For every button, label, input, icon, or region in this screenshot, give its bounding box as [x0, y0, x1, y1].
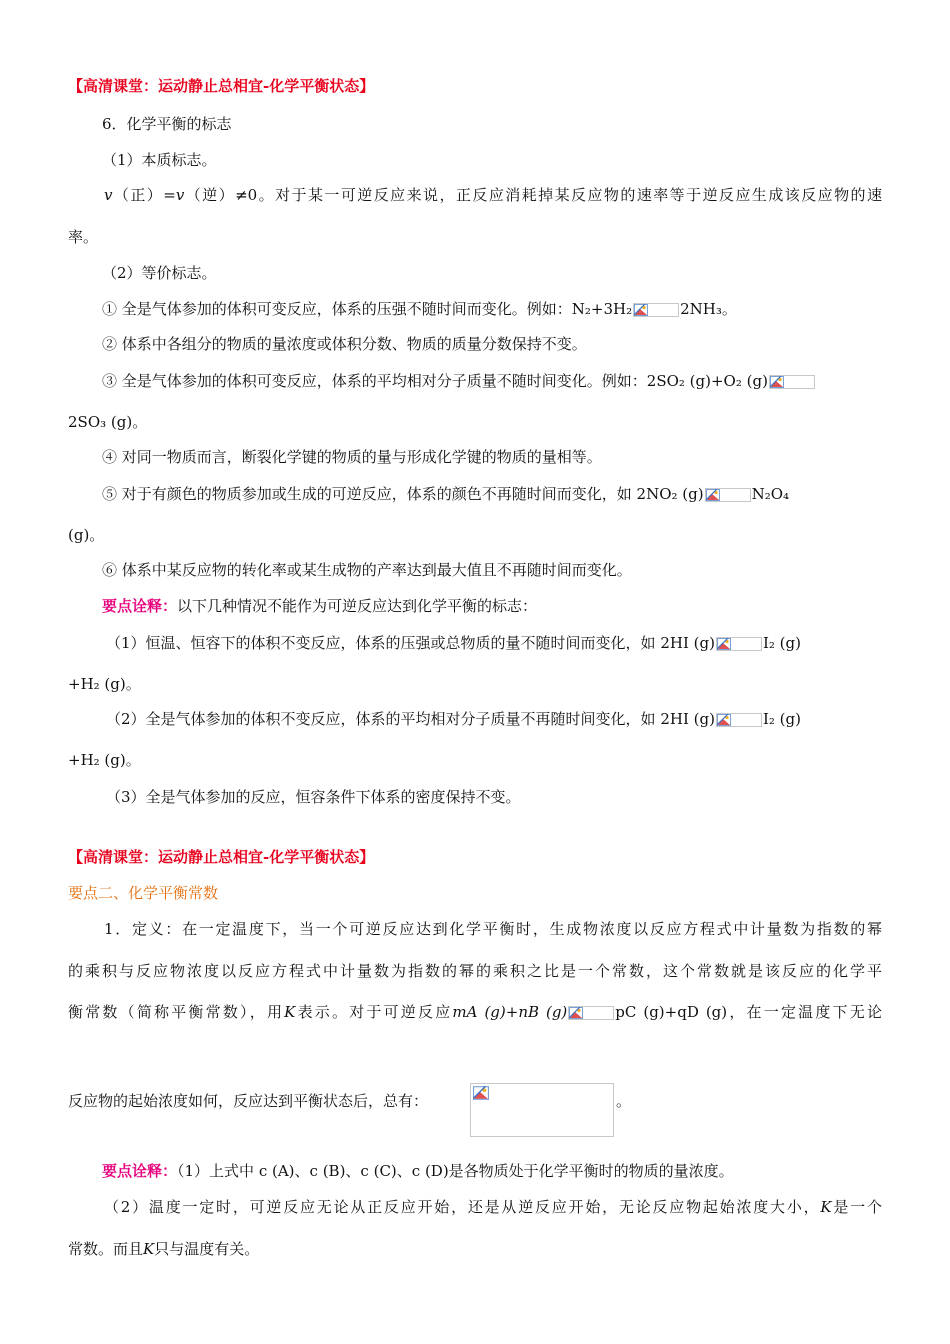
broken-image-icon [633, 303, 679, 317]
note-item-cont: +H₂ (g)。 [68, 751, 141, 769]
list-item: ④ 对同一物质而言，断裂化学键的物质的量与形成化学键的物质的量相等。 [102, 448, 602, 466]
definition-line: 反应物的起始浓度如何，反应达到平衡状态后，总有： [68, 1092, 429, 1110]
broken-image-icon [705, 488, 751, 502]
note-item-cont: +H₂ (g)。 [68, 675, 141, 693]
list-item: ⑤ 对于有颜色的物质参加或生成的可逆反应，体系的颜色不再随时间而变化，如 2NO₂ (g) N₂O₄ [102, 485, 790, 503]
note: 要点诠释：（1）上式中 c (A)、c (B)、c (C)、c (D)是各物质处于化学平衡时的物质的量浓度。 [102, 1162, 734, 1180]
note: 要点诠释：以下几种情况不能作为可逆反应达到化学平衡的标志： [102, 597, 538, 615]
definition-end: 。 [616, 1092, 632, 1110]
list-item-cont: (g)。 [68, 526, 105, 544]
section-heading: 【高清课堂：运动静止总相宜-化学平衡状态】 [68, 77, 375, 95]
broken-image-icon [716, 713, 762, 727]
definition-line: 的乘积与反应物浓度以反应方程式中计量数为指数的幂的乘积之比是一个常数，这个常数就是该反应的化学平 [68, 962, 882, 980]
list-item: ② 体系中各组分的物质的量浓度或体积分数、物质的质量分数保持不变。 [102, 335, 587, 353]
broken-image-icon [769, 375, 815, 389]
note-label: 要点诠释： [102, 597, 178, 615]
broken-image-icon [716, 637, 762, 651]
section-heading: 【高清课堂：运动静止总相宜-化学平衡状态】 [68, 848, 375, 866]
paragraph: v（正）=v（逆）≠0。对于某一可逆反应来说，正反应消耗掉某反应物的速率等于逆反应生成该反应物的速 [104, 186, 882, 204]
list-item-cont: 2SO₃ (g)。 [68, 413, 148, 431]
list-item: ① 全是气体参加的体积可变反应，体系的压强不随时间而变化。例如：N₂+3H₂ 2NH₃。 [102, 300, 737, 318]
note-item: （2）全是气体参加的体积不变反应，体系的平均相对分子质量不再随时间变化，如 2HI (g) I₂ (g) [106, 710, 801, 728]
paragraph-title: （1）本质标志。 [102, 151, 217, 169]
list-item: ⑥ 体系中某反应物的转化率或某生成物的产率达到最大值且不再随时间而变化。 [102, 561, 632, 579]
paragraph-cont: 率。 [68, 228, 99, 246]
broken-image-icon [568, 1006, 614, 1020]
note-item: （3）全是气体参加的反应，恒容条件下体系的密度保持不变。 [106, 788, 521, 806]
note-item: （1）恒温、恒容下的体积不变反应，体系的压强或总物质的量不随时间而变化，如 2HI (g) I₂ (g) [106, 634, 801, 652]
subsection-title: 6．化学平衡的标志 [102, 115, 232, 133]
note-item: （2）温度一定时，可逆反应无论从正反应开始，还是从逆反应开始，无论反应物起始浓度大小，K是一个 [104, 1198, 882, 1216]
list-item: ③ 全是气体参加的体积可变反应，体系的平均相对分子质量不随时间变化。例如：2SO₂ (g)+O₂ (g) [102, 370, 816, 392]
definition-line: 1．定义：在一定温度下，当一个可逆反应达到化学平衡时，生成物浓度以反应方程式中计量数为指数的幂 [104, 920, 882, 938]
note-item-cont: 常数。而且K只与温度有关。 [68, 1240, 260, 1258]
broken-image-icon [470, 1083, 614, 1137]
paragraph-title: （2）等价标志。 [102, 264, 217, 282]
note-label: 要点诠释： [102, 1162, 178, 1180]
section-title: 要点二、化学平衡常数 [68, 884, 219, 902]
definition-line: 衡常数（简称平衡常数），用K表示。对于可逆反应mA (g)+nB (g) pC (g)+qD (g)，在一定温度下无论 [68, 1003, 882, 1021]
